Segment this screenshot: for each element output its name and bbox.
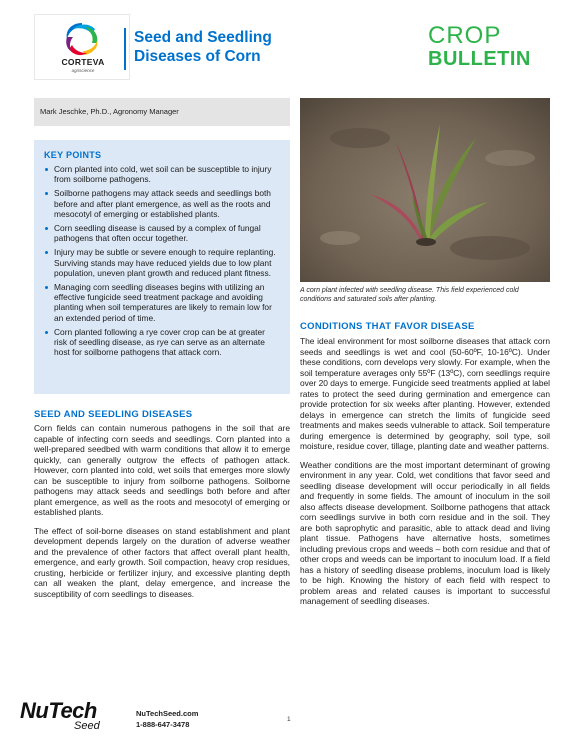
key-points-title: KEY POINTS: [44, 150, 102, 160]
nutech-logo: [20, 700, 120, 736]
key-point-item: Corn seedling disease is caused by a complex of fungal pathogens that often occur together.: [44, 223, 280, 243]
key-point-item: Corn planted following a rye cover crop can be at greater risk of seedling disease, as rye can serve as an alternate host for soilborne pathogens that attack corn.: [44, 327, 280, 358]
nutech-wordmark: NuTech: [20, 698, 97, 723]
key-points-list: [44, 164, 280, 357]
corn-seedling-photo: [300, 98, 550, 282]
paragraph: Weather conditions are the most important determinant of growing environment in any year. Cold, wet conditions that favor seed and seedling disease development will occur periodically in all fields and frequently in some fields. The amount of inoculum in the soil also affects disease development. Soilborne pathogens that attack corn seedlings survive in both corn residue and in the soil. They are both saprophytic and parasitic, able to attack dead and living plant tissue. Pathogens have alternative hosts, sometimes including previous crops and weeds – both corn residue and that of other crops and weeds can be important to inoculum load. If a field has a history of seedling disease problems, inoculum load is likely to be high. Knowing the history of each field with respect to problem areas and related causes is important to successful management of seedling diseases.: [300, 459, 550, 606]
document-title: [134, 28, 334, 66]
left-column-body: [34, 423, 290, 607]
phone-number: 1-888-647-3478: [136, 720, 190, 729]
corteva-logo: [34, 14, 130, 80]
title-line-1: Seed and Seedling: [134, 29, 272, 46]
page-number: 1: [287, 716, 291, 723]
paragraph: The effect of soil-borne diseases on stand establishment and plant development depends largely on the duration of adverse weather and the prevalence of other factors that affect overall plant health, emergence, and early growth. Soil compaction, heavy crop residues, crusting, herbicide or fertilizer injury, and excessive planting depth can all weaken the plant, delay emergence, and increase the susceptibility of corn seedlings to diseases.: [34, 525, 290, 599]
title-divider: [124, 28, 126, 70]
right-column-body: [300, 336, 550, 615]
section-heading-seed-diseases: SEED AND SEEDLING DISEASES: [34, 409, 193, 420]
photo-illustration: [300, 98, 550, 282]
key-points-box: [34, 140, 290, 394]
paragraph: The ideal environment for most soilborne diseases that attack corn seeds and seedlings is wet and cool (50-60ºF, 10-16ºC). Under these conditions, corn develops very slowly. For example, when the soil temperature averages only 55ºF (13ºC), corn seedlings require over 20 days to emerge. Fungicide seed treatments applied at label rates to protect the seed during germination and emergence can provide protection for six weeks after planting. However, extended delays in emergence can stretch the limits of fungicide seed treatments and makes seeds vulnerable to attack. Soil temperature during emergence is determined by geography, soil type, soil moisture, residue cover, tillage, planting date and weather patterns.: [300, 336, 551, 451]
paragraph: Corn fields can contain numerous pathogens in the soil that are capable of infecting corn seeds and seedlings. Corn planted into a well-prepared seedbed with warm conditions that allow it to emerge quickly, can generally outgrow the effects of pathogen attack. However, corn planted into cold, wet soils that emerges more slowly can be susceptible to injury from soilborne pathogens. Soilborne pathogens may attack seeds and seedlings both before and after plant emergence, as well as the roots and mesocotyl of emerging or established plants.: [34, 423, 290, 517]
website-link[interactable]: NuTechSeed.com: [136, 709, 199, 718]
key-point-item: Injury may be subtle or severe enough to require replanting. Surviving stands may have reduced yields due to low plant population, uneven plant growth and reduced plant fitness.: [44, 247, 280, 278]
key-point-item: Corn planted into cold, wet soil can be susceptible to injury from soilborne pathogens.: [44, 164, 280, 184]
bulletin-label: BULLETIN: [428, 48, 531, 70]
corteva-swirl-icon: [59, 19, 105, 59]
logo-subtext: agriscience: [71, 68, 95, 73]
section-heading-conditions: CONDITIONS THAT FAVOR DISEASE: [300, 321, 475, 332]
title-line-2: Diseases of Corn: [134, 48, 261, 65]
key-point-item: Soilborne pathogens may attack seeds and seedlings both before and after plant emergence, as well as the roots and mesocotyl of emerging or established plants.: [44, 188, 280, 219]
footer-contact: [136, 708, 198, 730]
logo-wordmark: CORTEVA: [61, 57, 105, 67]
author-bar: Mark Jeschke, Ph.D., Agronomy Manager: [34, 98, 290, 126]
crop-label: CROP: [428, 22, 502, 49]
key-point-item: Managing corn seedling diseases begins with utilizing an effective fungicide seed treatment package and avoiding planting when soil temperatures are likely to remain low for an extended period of time.: [44, 282, 280, 323]
page-header: [0, 0, 580, 96]
photo-caption: A corn plant infected with seedling disease. This field experienced cold conditions and saturated soils after planting.: [300, 287, 519, 303]
nutech-seed-word: Seed: [74, 720, 100, 732]
